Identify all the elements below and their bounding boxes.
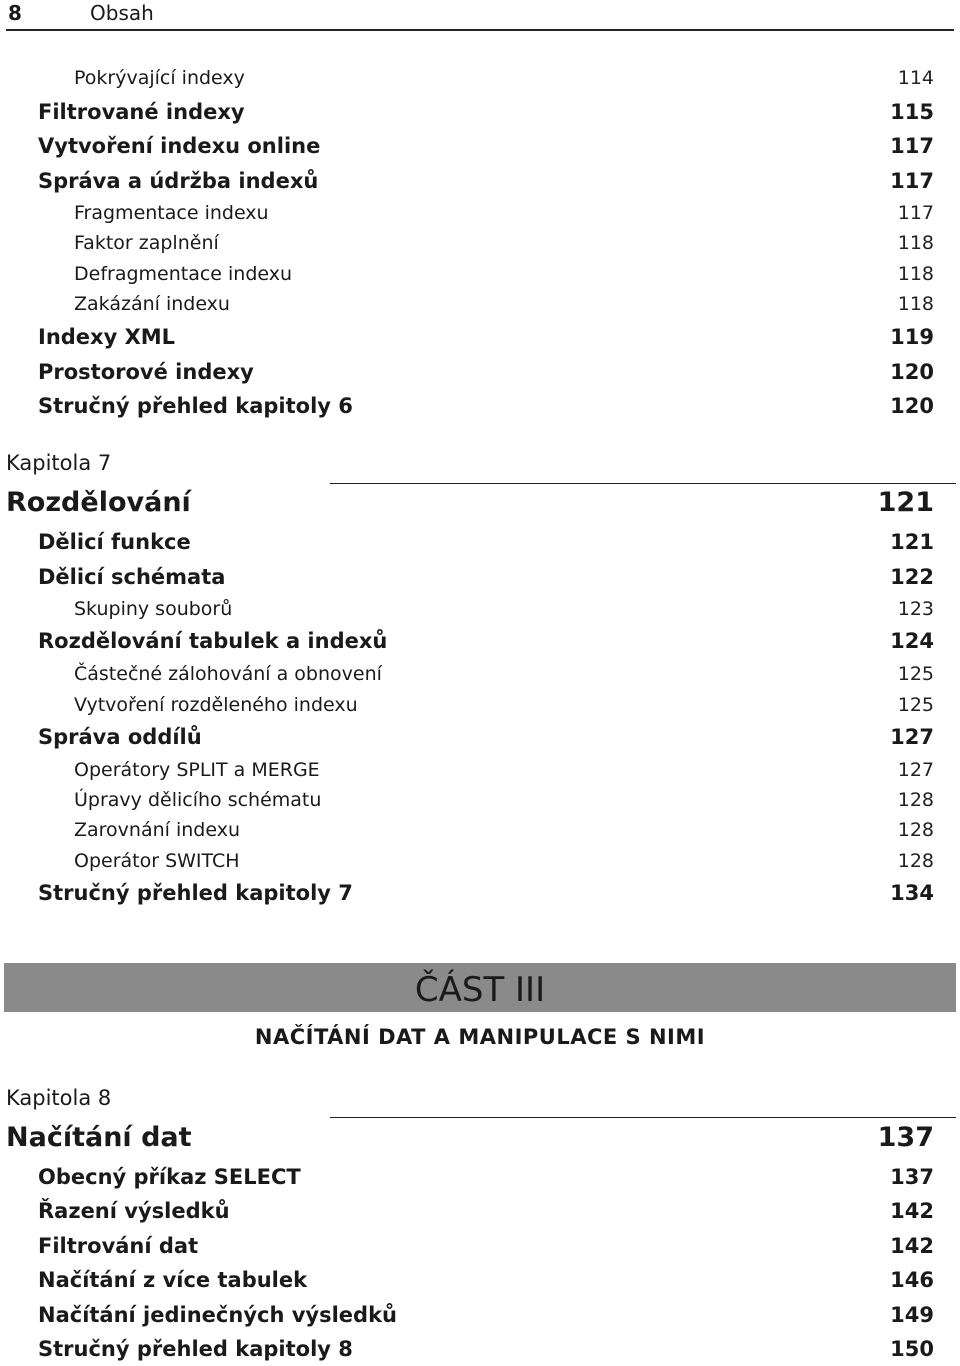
chapter-label: Kapitola 8 [6, 1086, 112, 1110]
toc-entry[interactable] [0, 198, 960, 230]
toc-entry[interactable] [0, 815, 960, 847]
toc-entry[interactable] [0, 289, 960, 321]
toc-entry[interactable] [0, 785, 960, 817]
toc-entry[interactable] [0, 63, 960, 95]
toc-entry-title: Rozdělování tabulek a indexů [38, 629, 388, 653]
toc-entry-page: 118 [897, 232, 934, 254]
toc-entry[interactable] [0, 166, 960, 198]
toc-entry-title: Fragmentace indexu [74, 202, 269, 224]
section-title: Obsah [90, 1, 154, 25]
toc-entry-title: Načítání jedinečných výsledků [38, 1303, 397, 1327]
toc-entry[interactable] [0, 846, 960, 878]
toc-entry-page: 118 [897, 263, 934, 285]
toc-entry-page: 125 [897, 694, 934, 716]
toc-entry[interactable] [0, 391, 960, 423]
chapter-title[interactable]: Rozdělování [6, 487, 191, 518]
toc-entry[interactable] [0, 1300, 960, 1332]
toc-entry-page: 124 [890, 629, 934, 653]
page-number: 8 [8, 1, 22, 25]
toc-entry-page: 121 [890, 530, 934, 554]
chapter-rule [330, 1117, 956, 1118]
toc-entry[interactable] [0, 594, 960, 626]
toc-entry-page: 134 [890, 881, 934, 905]
chapter-page: 121 [877, 487, 934, 518]
toc-entry[interactable] [0, 1231, 960, 1263]
toc-entry-page: 127 [897, 759, 934, 781]
toc-entry-title: Stručný přehled kapitoly 8 [38, 1337, 353, 1361]
toc-entry[interactable] [0, 722, 960, 754]
toc-entry-page: 120 [890, 360, 934, 384]
toc-entry-title: Operátor SWITCH [74, 850, 240, 872]
toc-entry-page: 128 [897, 850, 934, 872]
toc-entry-title: Správa oddílů [38, 725, 202, 749]
part-title[interactable]: ČÁST III [414, 970, 546, 1010]
toc-entry-page: 150 [890, 1337, 934, 1361]
toc-entry-title: Načítání z více tabulek [38, 1268, 308, 1292]
toc-entry[interactable] [0, 755, 960, 787]
part-subtitle: NAČÍTÁNÍ DAT A MANIPULACE S NIMI [254, 1025, 706, 1049]
toc-entry-title: Operátory SPLIT a MERGE [74, 759, 320, 781]
toc-entry-page: 117 [890, 169, 934, 193]
toc-entry[interactable] [0, 626, 960, 658]
toc-entry-page: 125 [897, 663, 934, 685]
toc-entry-title: Dělicí funkce [38, 530, 191, 554]
toc-entry-title: Skupiny souborů [74, 598, 233, 620]
toc-entry[interactable] [0, 131, 960, 163]
toc-entry-page: 128 [897, 789, 934, 811]
toc-entry-title: Stručný přehled kapitoly 7 [38, 881, 353, 905]
chapter-rule [330, 483, 956, 484]
toc-entry[interactable] [0, 259, 960, 291]
toc-entry-page: 114 [897, 67, 934, 89]
toc-entry-page: 122 [890, 565, 934, 589]
toc-entry[interactable] [0, 1334, 960, 1366]
chapter-title[interactable]: Načítání dat [6, 1122, 192, 1153]
toc-entry-title: Filtrované indexy [38, 100, 245, 124]
toc-entry-title: Defragmentace indexu [74, 263, 293, 285]
toc-entry[interactable] [0, 1162, 960, 1194]
toc-entry-title: Filtrování dat [38, 1234, 199, 1258]
toc-entry[interactable] [0, 322, 960, 354]
toc-entry-page: 115 [890, 100, 934, 124]
toc-entry[interactable] [0, 878, 960, 910]
toc-entry-title: Úpravy dělicího schématu [74, 789, 322, 811]
toc-entry-page: 146 [890, 1268, 934, 1292]
chapter-label: Kapitola 7 [6, 451, 112, 475]
toc-entry-title: Zarovnání indexu [74, 819, 240, 841]
toc-entry[interactable] [0, 228, 960, 260]
toc-entry-page: 137 [890, 1165, 934, 1189]
header-rule [6, 29, 954, 31]
toc-entry-page: 142 [890, 1199, 934, 1223]
toc-entry-title: Prostorové indexy [38, 360, 254, 384]
toc-entry-title: Indexy XML [38, 325, 176, 349]
toc-entry-page: 123 [897, 598, 934, 620]
toc-entry[interactable] [0, 1265, 960, 1297]
toc-entry-page: 142 [890, 1234, 934, 1258]
toc-entry-page: 149 [890, 1303, 934, 1327]
toc-entry-page: 127 [890, 725, 934, 749]
toc-entry-title: Vytvoření indexu online [38, 134, 321, 158]
toc-entry[interactable] [0, 690, 960, 722]
toc-entry-page: 120 [890, 394, 934, 418]
toc-entry-title: Pokrývající indexy [74, 67, 245, 89]
toc-entry-title: Faktor zaplnění [74, 232, 219, 254]
toc-entry-page: 119 [890, 325, 934, 349]
toc-entry-page: 117 [890, 134, 934, 158]
chapter-page: 137 [877, 1122, 934, 1153]
toc-entry-page: 118 [897, 293, 934, 315]
toc-entry-title: Částečné zálohování a obnovení [74, 663, 382, 685]
toc-entry[interactable] [0, 97, 960, 129]
toc-entry-title: Zakázání indexu [74, 293, 230, 315]
toc-entry[interactable] [0, 357, 960, 389]
toc-entry-title: Správa a údržba indexů [38, 169, 319, 193]
toc-entry-page: 117 [897, 202, 934, 224]
toc-entry-title: Obecný příkaz SELECT [38, 1165, 301, 1189]
toc-entry-title: Vytvoření rozděleného indexu [74, 694, 358, 716]
toc-entry-page: 128 [897, 819, 934, 841]
page-header [0, 0, 960, 30]
toc-entry[interactable] [0, 527, 960, 559]
toc-entry[interactable] [0, 1196, 960, 1228]
toc-entry-title: Dělicí schémata [38, 565, 226, 589]
toc-entry-title: Řazení výsledků [38, 1199, 230, 1223]
toc-entry[interactable] [0, 659, 960, 691]
toc-entry-title: Stručný přehled kapitoly 6 [38, 394, 353, 418]
toc-entry[interactable] [0, 562, 960, 594]
